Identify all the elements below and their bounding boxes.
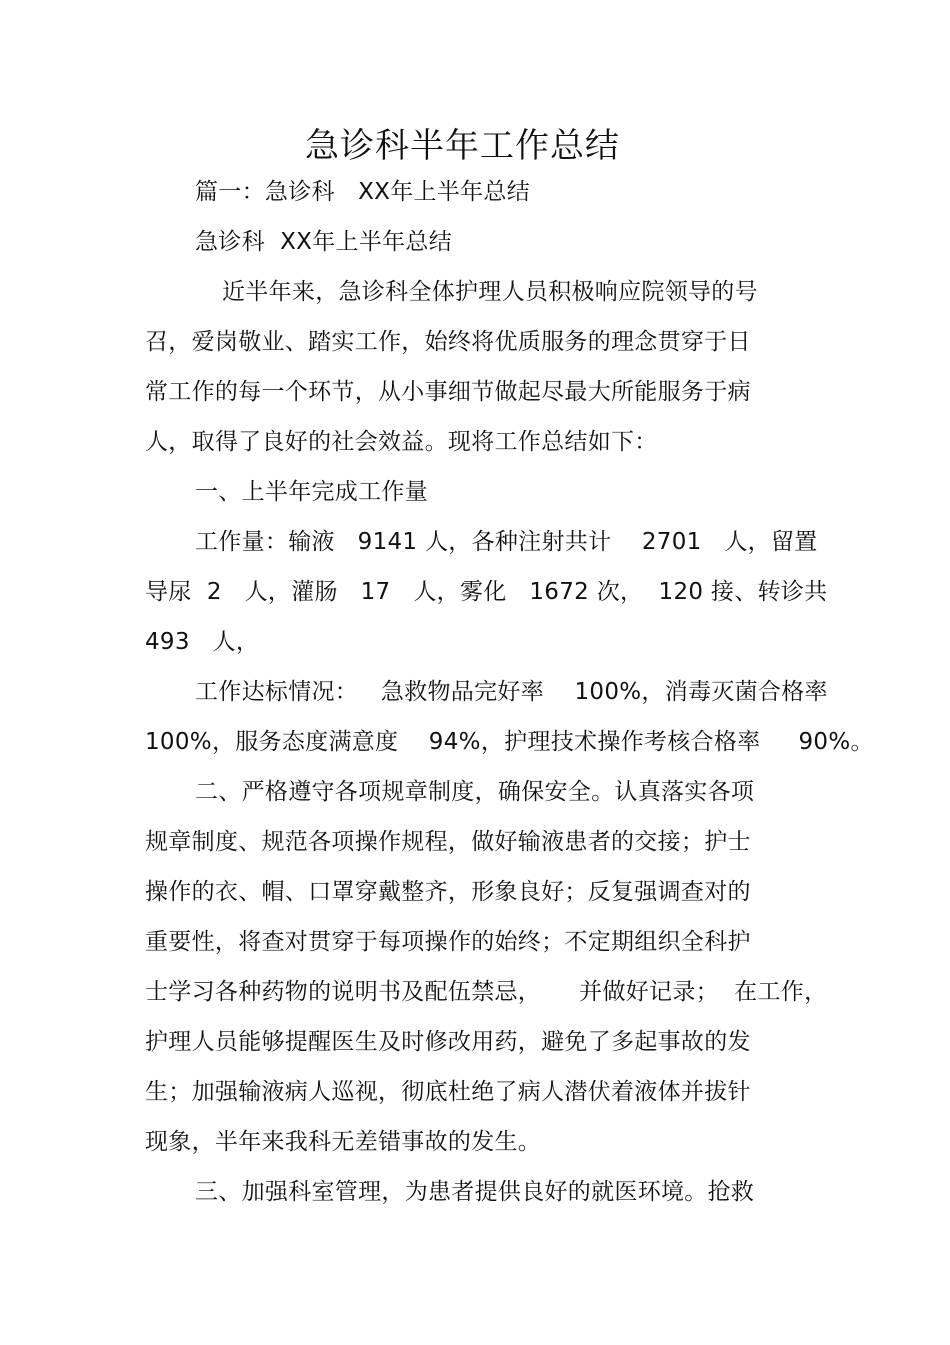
paragraph-line: 士学习各种药物的说明书及配伍禁忌， 并做好记录； 在工作， bbox=[145, 979, 828, 1005]
paragraph-line: 人，取得了良好的社会效益。现将工作总结如下： bbox=[145, 429, 658, 455]
paragraph-line: 护理人员能够提醒医生及时修改用药，避免了多起事故的发 bbox=[145, 1029, 751, 1055]
paragraph-line: 现象，半年来我科无差错事故的发生。 bbox=[145, 1129, 542, 1155]
paragraph-line: 近半年来，急诊科全体护理人员积极响应院领导的号 bbox=[222, 279, 758, 305]
paragraph-line: 工作达标情况： 急救物品完好率 100%，消毒灭菌合格率 bbox=[195, 679, 828, 705]
paragraph-line: 工作量：输液 9141 人，各种注射共计 2701 人，留置 bbox=[195, 529, 818, 555]
paragraph-line: 生；加强输液病人巡视，彻底杜绝了病人潜伏着液体并拔针 bbox=[145, 1079, 751, 1105]
paragraph-line: 493 人， bbox=[145, 629, 260, 655]
section-heading: 二、严格遵守各项规章制度，确保安全。认真落实各项 bbox=[195, 779, 755, 805]
document-title: 急诊科半年工作总结 bbox=[305, 126, 620, 166]
section-heading: 三、加强科室管理，为患者提供良好的就医环境。抢救 bbox=[195, 1179, 755, 1205]
paragraph-line: 召，爱岗敬业、踏实工作，始终将优质服务的理念贯穿于日 bbox=[145, 329, 751, 355]
section-heading: 篇一：急诊科 XX年上半年总结 bbox=[195, 179, 531, 205]
subtitle: 急诊科 XX年上半年总结 bbox=[195, 229, 453, 255]
paragraph-line: 重要性，将查对贯穿于每项操作的始终；不定期组织全科护 bbox=[145, 929, 751, 955]
paragraph-line: 导尿 2 人，灌肠 17 人，雾化 1672 次， 120 接、转诊共 bbox=[145, 579, 828, 605]
paragraph-line: 操作的衣、帽、口罩穿戴整齐，形象良好；反复强调查对的 bbox=[145, 879, 751, 905]
section-heading: 一、上半年完成工作量 bbox=[195, 479, 428, 505]
paragraph-line: 100%，服务态度满意度 94%，护理技术操作考核合格率 90%。 bbox=[145, 729, 874, 755]
paragraph-line: 规章制度、规范各项操作规程，做好输液患者的交接；护士 bbox=[145, 829, 751, 855]
paragraph-line: 常工作的每一个环节，从小事细节做起尽最大所能服务于病 bbox=[145, 379, 751, 405]
